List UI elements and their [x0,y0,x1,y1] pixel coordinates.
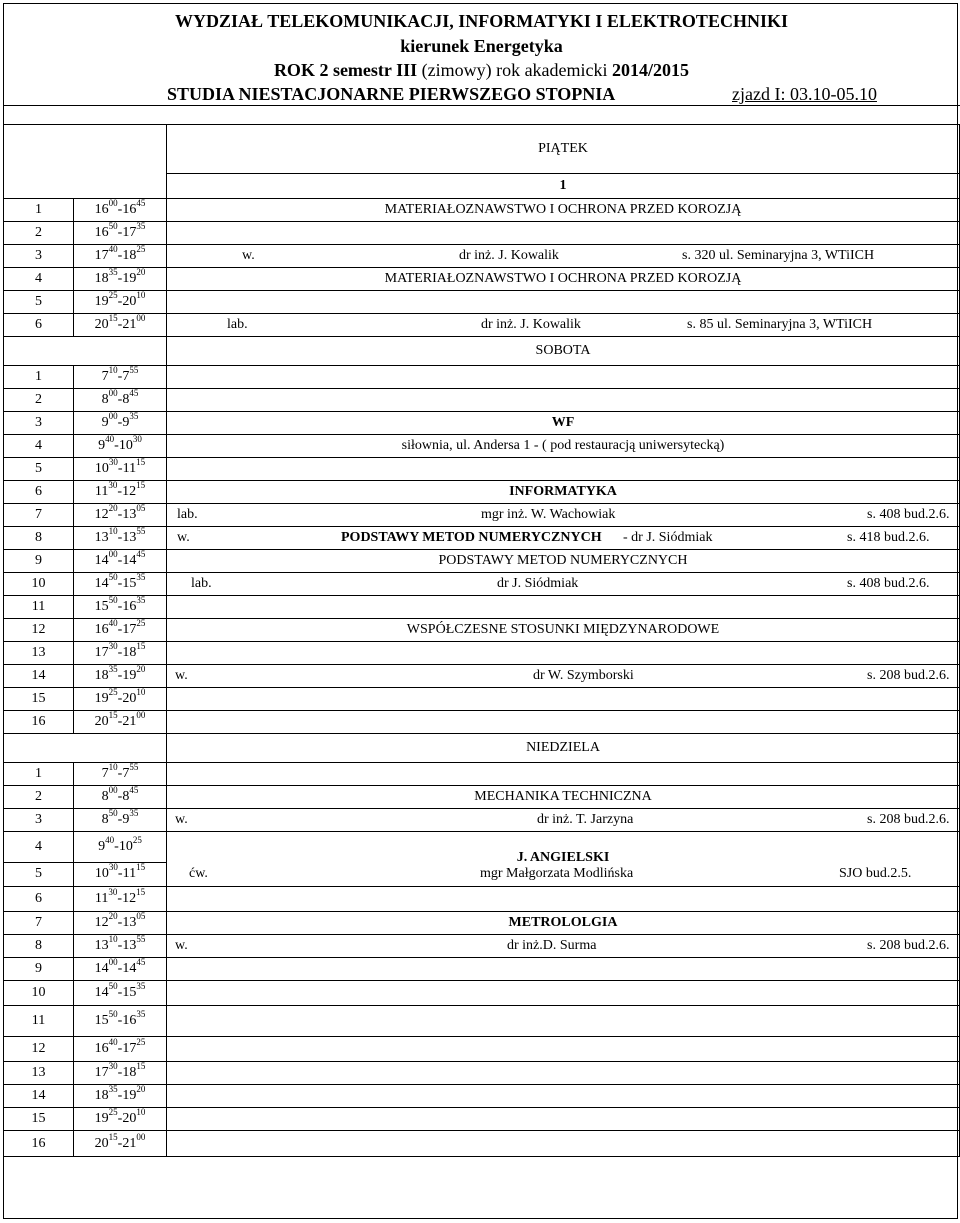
class-cell [167,912,960,935]
slot-number: 5 [4,862,74,887]
slot-time: $17^{30}-18^{15}$ [74,642,167,665]
slot-number: 9 [4,958,74,981]
schedule-row [4,412,960,435]
class-cell [167,435,960,458]
course-title: WF [551,415,575,430]
year-semester-line [4,59,959,81]
course-title: J. ANGIELSKI [516,850,610,865]
class-cell [167,291,960,314]
slot-time: $15^{50}-16^{35}$ [74,1006,167,1037]
schedule-row [4,1006,960,1037]
semester-type: (zimowy) rok akademicki [421,60,608,80]
slot-time: $19^{25}-20^{10}$ [74,1108,167,1131]
class-cell [167,389,960,412]
schedule-row [4,389,960,412]
teacher-name: mgr inż. W. Wachowiak [481,507,616,522]
slot-time: $8^{00}-8^{45}$ [74,389,167,412]
class-type: lab. [227,317,248,332]
slot-number: 4 [4,435,74,458]
slot-number: 13 [4,642,74,665]
schedule-row [4,596,960,619]
class-type: w. [175,668,188,683]
schedule-row [4,887,960,912]
room-location: SJO bud.2.5. [839,866,912,881]
class-type: lab. [177,507,198,522]
class-cell [167,1085,960,1108]
spacer-row [4,106,960,125]
slot-time: $19^{25}-20^{10}$ [74,291,167,314]
class-cell [167,763,960,786]
schedule-row [4,366,960,389]
slot-number: 1 [4,763,74,786]
teacher-name: dr inż. J. Kowalik [481,317,581,332]
class-type: ćw. [189,866,208,881]
class-cell [167,412,960,435]
schedule-row [4,809,960,832]
class-cell [167,504,960,527]
course-title: MATERIAŁOZNAWSTWO I OCHRONA PRZED KOROZJĄ [384,202,742,217]
slot-time: $18^{35}-19^{20}$ [74,1085,167,1108]
schedule-row [4,711,960,734]
teacher-name: dr inż. T. Jarzyna [537,812,634,827]
room-location: s. 320 ul. Seminaryjna 3, WTiICH [682,248,875,263]
slot-time: $10^{30}-11^{15}$ [74,458,167,481]
schedule-table [3,105,960,1157]
class-cell [167,458,960,481]
class-cell [167,314,960,337]
slot-time: $18^{35}-19^{20}$ [74,665,167,688]
schedule-row [4,199,960,222]
slot-time: $14^{00}-14^{45}$ [74,958,167,981]
class-cell [167,887,960,912]
schedule-row [4,504,960,527]
slot-number: 6 [4,314,74,337]
class-cell [167,199,960,222]
room-location: s. 408 bud.2.6. [867,507,950,522]
room-location: s. 208 bud.2.6. [867,812,950,827]
day-sunday: NIEDZIELA [167,734,960,763]
day-header-row [4,125,960,174]
class-cell [167,642,960,665]
slot-time: $20^{15}-21^{00}$ [74,1131,167,1157]
field-of-study: kierunek Energetyka [400,36,563,56]
schedule-document [3,3,958,1219]
teacher-name: dr W. Szymborski [533,668,634,683]
class-cell [167,481,960,504]
course-title: WSPÓŁCZESNE STOSUNKI MIĘDZYNARODOWE [406,622,720,637]
schedule-row [4,1131,960,1157]
room-location: s. 418 bud.2.6. [847,530,930,545]
slot-time: $18^{35}-19^{20}$ [74,268,167,291]
slot-number: 2 [4,389,74,412]
class-cell [167,935,960,958]
slot-time: $9^{00}-9^{35}$ [74,412,167,435]
slot-time: $16^{40}-17^{25}$ [74,619,167,642]
schedule-row [4,935,960,958]
course-title: MECHANIKA TECHNICZNA [474,789,652,804]
class-cell [167,1062,960,1085]
slot-time: $14^{50}-15^{35}$ [74,981,167,1006]
teacher-name: dr inż.D. Surma [507,938,597,953]
slot-number: 4 [4,832,74,863]
teacher-name: dr inż. J. Kowalik [459,248,559,263]
class-cell [167,1006,960,1037]
schedule-row [4,619,960,642]
class-type: w. [177,530,190,545]
schedule-row [4,458,960,481]
schedule-row [4,1062,960,1085]
schedule-row [4,1037,960,1062]
slot-number: 1 [4,199,74,222]
course-title: MATERIAŁOZNAWSTWO I OCHRONA PRZED KOROZJĄ [384,271,742,286]
teacher-name: dr J. Siódmiak [497,576,579,591]
slot-number: 9 [4,550,74,573]
slot-number: 16 [4,1131,74,1157]
schedule-row [4,527,960,550]
slot-time: $19^{25}-20^{10}$ [74,688,167,711]
course-title: INFORMATYKA [509,484,617,499]
slot-time: $20^{15}-21^{00}$ [74,314,167,337]
schedule-row [4,688,960,711]
class-cell [167,786,960,809]
slot-number: 12 [4,1037,74,1062]
session-dates: zjazd I: 03.10-05.10 [732,84,877,104]
slot-time: $16^{40}-17^{25}$ [74,1037,167,1062]
slot-number: 2 [4,222,74,245]
class-cell [167,688,960,711]
schedule-header [4,4,959,105]
slot-number: 2 [4,786,74,809]
class-cell [167,573,960,596]
day-header-row [4,337,960,366]
room-location: s. 85 ul. Seminaryjna 3, WTiICH [687,317,873,332]
schedule-row [4,573,960,596]
class-cell [167,958,960,981]
schedule-row [4,786,960,809]
class-cell [167,268,960,291]
class-cell [167,245,960,268]
slot-time: $9^{40}-10^{30}$ [74,435,167,458]
slot-time: $8^{50}-9^{35}$ [74,809,167,832]
class-cell [167,1131,960,1157]
course-title: METROLOLGIA [508,915,618,930]
slot-number: 14 [4,665,74,688]
slot-number: 5 [4,458,74,481]
slot-number: 10 [4,573,74,596]
slot-number: 16 [4,711,74,734]
class-location: siłownia, ul. Andersa 1 - ( pod restauracją uniwersytecką) [401,438,725,453]
study-mode: STUDIA NIESTACJONARNE PIERWSZEGO STOPNIA [167,84,616,104]
class-type: w. [175,812,188,827]
slot-number: 13 [4,1062,74,1085]
day-friday: PIĄTEK [167,125,960,174]
slot-time: $12^{20}-13^{05}$ [74,912,167,935]
slot-number: 7 [4,504,74,527]
slot-number: 8 [4,527,74,550]
slot-time: $15^{50}-16^{35}$ [74,596,167,619]
room-location: s. 208 bud.2.6. [867,668,950,683]
slot-time: $16^{50}-17^{35}$ [74,222,167,245]
slot-time: $11^{30}-12^{15}$ [74,887,167,912]
class-cell [167,222,960,245]
slot-time: $10^{30}-11^{15}$ [74,862,167,887]
slot-time: $20^{15}-21^{00}$ [74,711,167,734]
slot-number: 15 [4,688,74,711]
teacher-name: - dr J. Siódmiak [623,530,713,545]
slot-number: 15 [4,1108,74,1131]
schedule-row [4,481,960,504]
schedule-row [4,222,960,245]
slot-number: 7 [4,912,74,935]
schedule-row [4,912,960,935]
slot-time: $16^{00}-16^{45}$ [74,199,167,222]
slot-time: $13^{10}-13^{55}$ [74,935,167,958]
slot-number: 6 [4,481,74,504]
slot-number: 12 [4,619,74,642]
class-type: w. [175,938,188,953]
slot-time: $8^{00}-8^{45}$ [74,786,167,809]
course-title: PODSTAWY METOD NUMERYCZNYCH [438,553,688,568]
schedule-row [4,862,960,887]
room-location: s. 408 bud.2.6. [847,576,930,591]
course-title: PODSTAWY METOD NUMERYCZNYCH [341,530,602,545]
schedule-row [4,314,960,337]
slot-time: $17^{40}-18^{25}$ [74,245,167,268]
class-cell [167,550,960,573]
slot-time: $14^{50}-15^{35}$ [74,573,167,596]
slot-time: $9^{40}-10^{25}$ [74,832,167,863]
day-saturday: SOBOTA [167,337,960,366]
slot-number: 3 [4,412,74,435]
schedule-row [4,1108,960,1131]
slot-time: $7^{10}-7^{55}$ [74,366,167,389]
room-location: s. 208 bud.2.6. [867,938,950,953]
class-cell [167,981,960,1006]
slot-number: 4 [4,268,74,291]
schedule-row [4,1085,960,1108]
schedule-row [4,291,960,314]
slot-number: 14 [4,1085,74,1108]
class-cell [167,1037,960,1062]
slot-time: $11^{30}-12^{15}$ [74,481,167,504]
schedule-row [4,642,960,665]
class-cell [167,809,960,832]
class-cell [167,711,960,734]
schedule-row [4,763,960,786]
teacher-name: mgr Małgorzata Modlińska [480,866,634,881]
class-cell [167,527,960,550]
group-column-label: 1 [167,174,960,199]
class-cell [167,366,960,389]
schedule-row [4,268,960,291]
schedule-row [4,665,960,688]
class-type: w. [242,248,255,263]
slot-time: $13^{10}-13^{55}$ [74,527,167,550]
slot-number: 11 [4,1006,74,1037]
slot-time: $14^{00}-14^{45}$ [74,550,167,573]
schedule-row [4,981,960,1006]
slot-number: 11 [4,596,74,619]
academic-year: 2014/2015 [612,60,690,80]
slot-number: 1 [4,366,74,389]
slot-number: 3 [4,809,74,832]
year-semester: ROK 2 semestr III [273,60,418,80]
slot-number: 3 [4,245,74,268]
slot-number: 10 [4,981,74,1006]
class-cell [167,665,960,688]
class-cell [167,619,960,642]
slot-time: $17^{30}-18^{15}$ [74,1062,167,1085]
slot-number: 8 [4,935,74,958]
day-header-row [4,734,960,763]
slot-number: 6 [4,887,74,912]
class-cell [167,596,960,619]
slot-time: $7^{10}-7^{55}$ [74,763,167,786]
schedule-row [4,550,960,573]
schedule-row [4,958,960,981]
schedule-row [4,435,960,458]
slot-time: $12^{20}-13^{05}$ [74,504,167,527]
schedule-row [4,245,960,268]
class-cell [167,1108,960,1131]
class-cell [167,850,960,887]
slot-number: 5 [4,291,74,314]
faculty-title: WYDZIAŁ TELEKOMUNIKACJI, INFORMATYKI I ELEKTROTECHNIKI [175,11,788,31]
class-type: lab. [191,576,212,591]
